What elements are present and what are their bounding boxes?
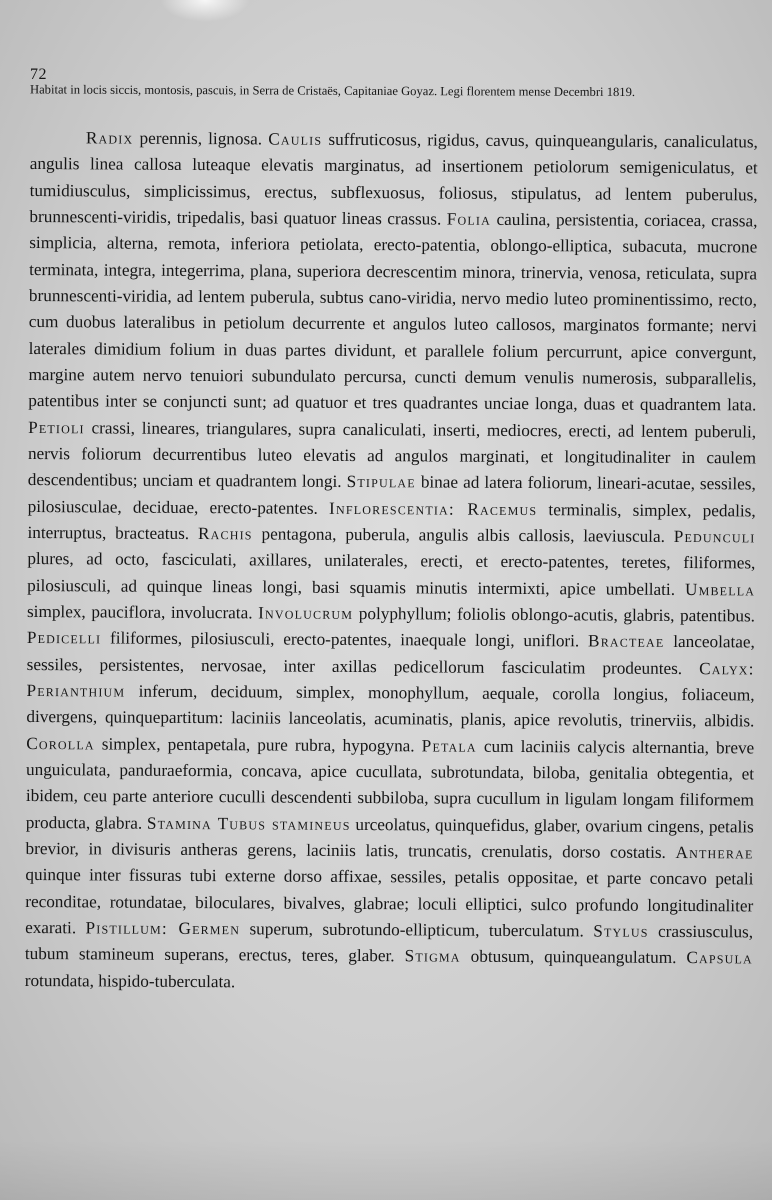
term-heading: Inflorescentia: Racemus bbox=[329, 498, 538, 519]
term-heading: Corolla bbox=[26, 733, 95, 753]
page-number: 72 bbox=[30, 66, 47, 83]
description-text: urceolatus, quinquefidus, glaber, ovarium cingens, petalis brevior, in divisuris antheras gerens, laciniis latis, truncatis, crenulatis, dorso costatis. bbox=[25, 814, 754, 862]
description-text: simplex, pentapetala, pure rubra, hypogyna. bbox=[94, 733, 422, 755]
description-text: filiformes, pilosiusculi, erecto-patentes, inaequale longi, uniflori. bbox=[101, 628, 589, 651]
description-text: simplex, pauciflora, involucrata. bbox=[26, 601, 259, 623]
term-heading: Caulis bbox=[268, 129, 323, 149]
description-text: terminalis, simplex, pedalis, interruptus, bracteatus. bbox=[27, 499, 756, 543]
term-heading: Bracteae bbox=[588, 631, 665, 652]
description-text: pentagona, puberula, angulis albis callosis, laeviuscula. bbox=[252, 524, 674, 546]
term-heading: Pedunculi bbox=[673, 526, 756, 547]
description-text: crassi, lineares, triangulares, supra canaliculati, inserti, mediocres, erecti, ad lentem puberuli, nervis foliorum decurrentibus luteo elevatis ad angulos marginati, et longitudinaliter in caulem descendentibus; unciam et quadrantem longi. bbox=[27, 417, 757, 492]
description-text: obtusum, quinqueangulatum. bbox=[460, 946, 687, 968]
term-heading: Pedicelli bbox=[26, 628, 102, 648]
description-text: plures, ad octo, fasciculati, axillares, unilaterales, erecti, et erecto-patentes, teretes, filiformes, pilosiusculi, ad quinque lineas longi, basi squamis minutis intermixti, apice umbellati. bbox=[27, 549, 756, 599]
term-heading: Umbella bbox=[684, 579, 756, 600]
description-text: perennis, lignosa. bbox=[133, 128, 269, 149]
description-text: crassiusculus, tubum stamineum superans, erectus, teres, glaber. bbox=[24, 921, 754, 966]
habitat-line: Habitat in locis siccis, montosis, pascuis, in Serra de Cristaës, Capitaniae Goyaz. Legi florentem mense Decembri 1819. bbox=[29, 82, 636, 100]
term-heading: Radix bbox=[85, 128, 134, 148]
term-heading: Involucrum bbox=[258, 603, 354, 623]
description-text: rotundata, hispido-tuberculata. bbox=[24, 970, 236, 991]
description-text: quinque inter fissuras tubi externe dorso affixae, sessiles, petalis oppositae, et parte concavo petali reconditae, rotundatae, biloculares, bivalves, glabrae; loculi elliptici, sulco profundo longitudinaliter exarati. bbox=[25, 865, 754, 938]
term-heading: Antherae bbox=[675, 842, 754, 863]
term-heading: Petioli bbox=[28, 417, 85, 437]
light-glare bbox=[160, 0, 250, 22]
description-text: binae ad latera foliorum, lineari-acutae, sessiles, pilosiusculae, deciduae, erecto-patentes. bbox=[27, 472, 756, 518]
page-shadow bbox=[0, 1140, 772, 1200]
description-text: polyphyllum; foliolis oblongo-acutis, glabris, patentibus. bbox=[353, 603, 756, 626]
term-heading: Rachis bbox=[197, 523, 253, 544]
term-heading: Calyx: Perianthium bbox=[26, 658, 755, 701]
description-text: superum, subrotundo-ellipticum, tuberculatum. bbox=[240, 919, 594, 941]
term-heading: Folia bbox=[446, 209, 492, 229]
description-paragraph bbox=[25, 125, 758, 998]
term-heading: Capsula bbox=[686, 948, 753, 968]
term-heading: Pistillum: Germen bbox=[85, 918, 241, 939]
term-heading: Petala bbox=[421, 735, 477, 756]
term-heading: Stigma bbox=[404, 946, 461, 966]
description-text: lanceolatae, sessiles, persistentes, nervosae, inter axillas pedicellorum fasciculatim prodeuntes. bbox=[26, 632, 755, 678]
description-text: cum laciniis calycis alternantia, breve unguiculata, panduraeformia, concava, apice cucullata, subrotundata, biloba, genitalia obtegentia, et ibidem, ceu parte anteriore cuculli descendenti subbiloba, supra cucullum in ligulam longam filiformem producta, glabra. bbox=[25, 736, 755, 833]
description-text: caulina, persistentia, coriacea, crassa, simplicia, alterna, remota, inferiora petiolata, erecto-patentia, oblongo-elliptica, subacuta, mucrone terminata, integra, integerrima, plana, superiora decrescentim minora, trinervia, venosa, reticulata, supra brunnescenti-viridia, ad lentem puberula, subtus cano-viridia, nervo medio luteo prominentissimo, recto, cum duobus lateralibus in petiolum decurrente et angulos luteo callosos, marginatos formante; nervi laterales dimidium folium in duas partes dividunt, et parallele folium percurrunt, apice convergunt, margine autem nervo tenuiori subundulato percursa, cuncti demum venulis numerosis, subparallelis, patentibus inter se conjuncti sunt; ad quatuor et tres quadrantes unciae longa, duas et quadrantem lata. bbox=[28, 209, 758, 415]
term-heading: Stipulae bbox=[346, 472, 416, 492]
term-heading: Stylus bbox=[593, 921, 649, 941]
term-heading: Stamina Tubus stamineus bbox=[146, 813, 351, 834]
description-text: inferum, deciduum, simplex, monophyllum, aequale, corolla longius, foliaceum, divergens, quinquepartitum: laciniis lanceolatis, acuminatis, planis, apice revolutis, trinerviis, albidis. bbox=[26, 681, 755, 731]
description-body bbox=[24, 125, 758, 1139]
description-text: suffruticosus, rigidus, cavus, quinqueangularis, canaliculatus, angulis linea callosa luteaque elevatis marginatus, ad insertionem petiolorum semigeniculatus, et tumidiusculus, simplicissimus, erectus, subflexuosus, foliosus, stipulatus, ad lentem puberulus, brunnescenti-viridis, tripedalis, basi quatuor lineas crassus. bbox=[29, 129, 758, 229]
